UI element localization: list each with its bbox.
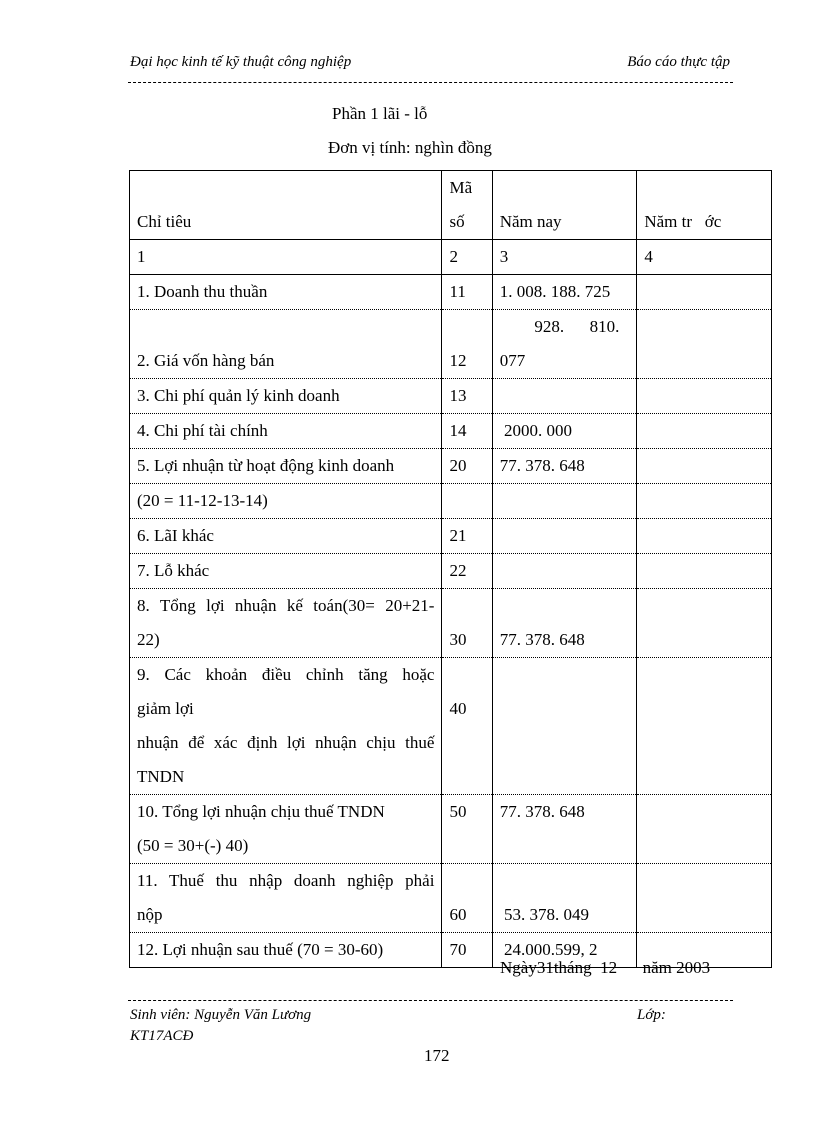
row-code <box>442 484 492 519</box>
table-header-row <box>130 171 772 240</box>
report-date: Ngày31tháng 12 năm 2003 <box>500 958 711 977</box>
section-title: Phần 1 lãi - lỗ <box>332 104 428 123</box>
row-label: 11. Thuế thu nhập doanh nghiệp phải nộp <box>130 864 442 933</box>
index-cell: 2 <box>442 240 492 275</box>
index-cell: 4 <box>637 240 772 275</box>
table-row <box>130 658 772 795</box>
row-this-year <box>492 519 637 554</box>
row-code: 40 <box>442 658 492 795</box>
row-label: 4. Chi phí tài chính <box>130 414 442 449</box>
row-this-year: 928. 810. 077 <box>492 310 637 379</box>
row-code: 22 <box>442 554 492 589</box>
row-label: 8. Tổng lợi nhuận kế toán(30= 20+21- 22) <box>130 589 442 658</box>
row-label: (20 = 11-12-13-14) <box>130 484 442 519</box>
table-row <box>130 554 772 589</box>
table-row <box>130 449 772 484</box>
row-this-year <box>492 554 637 589</box>
row-this-year: 2000. 000 <box>492 414 637 449</box>
row-last-year <box>637 414 772 449</box>
row-code: 50 <box>442 795 492 864</box>
header-divider <box>128 82 733 83</box>
row-label: 6. LãI khác <box>130 519 442 554</box>
row-label: 5. Lợi nhuận từ hoạt động kinh doanh <box>130 449 442 484</box>
row-code: 11 <box>442 275 492 310</box>
row-this-year: 77. 378. 648 <box>492 589 637 658</box>
income-statement-table <box>129 170 772 968</box>
row-this-year: 24.000.599, 2 <box>492 933 637 968</box>
table-row <box>130 589 772 658</box>
row-last-year <box>637 864 772 933</box>
row-label: 9. Các khoản điều chỉnh tăng hoặc giảm lợi nhuận để xác định lợi nhuận chịu thuế TNDN <box>130 658 442 795</box>
row-this-year: 1. 008. 188. 725 <box>492 275 637 310</box>
row-last-year <box>637 275 772 310</box>
page-number: 172 <box>424 1046 450 1065</box>
table-row <box>130 864 772 933</box>
header-report-type: Báo cáo thực tập <box>627 54 730 70</box>
footer-class-value: KT17ACĐ <box>130 1028 194 1044</box>
row-this-year <box>492 484 637 519</box>
row-label: 1. Doanh thu thuần <box>130 275 442 310</box>
row-this-year: 53. 378. 049 <box>492 864 637 933</box>
unit-label: Đơn vị tính: nghìn đồng <box>328 138 492 157</box>
row-code: 21 <box>442 519 492 554</box>
row-last-year <box>637 449 772 484</box>
row-last-year <box>637 554 772 589</box>
table-row <box>130 414 772 449</box>
row-label: 2. Giá vốn hàng bán <box>130 310 442 379</box>
table-row <box>130 379 772 414</box>
index-cell: 1 <box>130 240 442 275</box>
header-chi-tieu: Chỉ tiêu <box>130 171 442 240</box>
row-code: 70 <box>442 933 492 968</box>
table-index-row <box>130 240 772 275</box>
footer-student: Sinh viên: Nguyễn Văn Lương <box>130 1007 312 1023</box>
row-code: 60 <box>442 864 492 933</box>
row-label: 3. Chi phí quản lý kinh doanh <box>130 379 442 414</box>
row-label: 10. Tổng lợi nhuận chịu thuế TNDN (50 = 30+(-) 40) <box>130 795 442 864</box>
row-code: 13 <box>442 379 492 414</box>
row-this-year: 77. 378. 648 <box>492 449 637 484</box>
table-row <box>130 275 772 310</box>
header-ma-so: Mã số <box>442 171 492 240</box>
table-row <box>130 310 772 379</box>
row-label: 12. Lợi nhuận sau thuế (70 = 30-60) <box>130 933 442 968</box>
table-row <box>130 484 772 519</box>
header-university: Đại học kinh tế kỹ thuật công nghiệp <box>130 54 352 70</box>
row-this-year: 77. 378. 648 <box>492 795 637 864</box>
footer-divider <box>128 1000 733 1001</box>
table-row <box>130 519 772 554</box>
row-last-year <box>637 379 772 414</box>
row-code: 20 <box>442 449 492 484</box>
row-this-year <box>492 379 637 414</box>
table-row <box>130 795 772 864</box>
header-nam-nay: Năm nay <box>492 171 637 240</box>
row-last-year <box>637 658 772 795</box>
row-code: 14 <box>442 414 492 449</box>
row-last-year <box>637 795 772 864</box>
row-code: 12 <box>442 310 492 379</box>
row-this-year <box>492 658 637 795</box>
row-last-year <box>637 310 772 379</box>
index-cell: 3 <box>492 240 637 275</box>
row-last-year <box>637 519 772 554</box>
row-last-year <box>637 589 772 658</box>
footer-class-label: Lớp: <box>637 1007 666 1023</box>
header-nam-truoc: Năm tr ớc <box>637 171 772 240</box>
row-label: 7. Lỗ khác <box>130 554 442 589</box>
row-code: 30 <box>442 589 492 658</box>
row-last-year <box>637 484 772 519</box>
